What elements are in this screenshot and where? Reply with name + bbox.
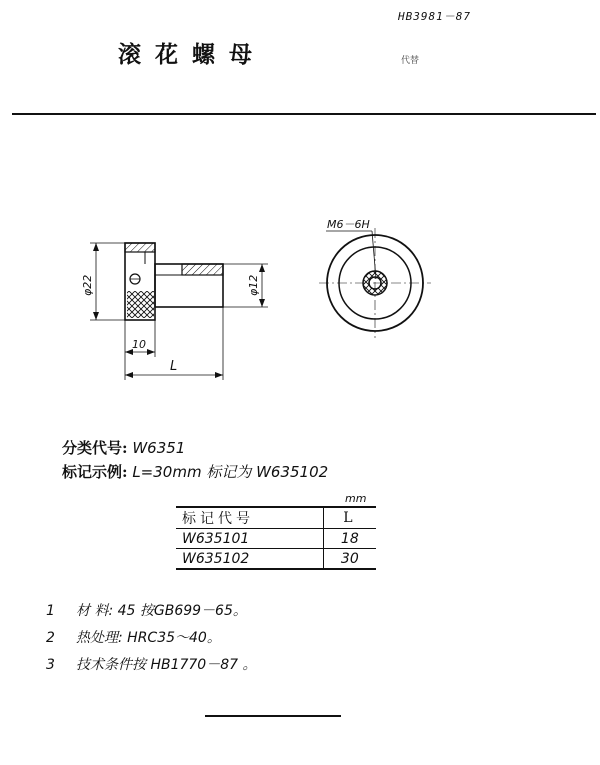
marking-example-line xyxy=(62,461,328,482)
dim-L: L xyxy=(170,359,178,374)
replaces-label: 代替 xyxy=(401,56,420,66)
dim-10: 10 xyxy=(132,338,146,351)
table-header-code: 标记代号 xyxy=(176,507,323,529)
class-code-line xyxy=(62,437,185,458)
marking-example-label: 标记示例: xyxy=(62,463,128,481)
standard-number: HB3981－87 xyxy=(398,10,471,23)
end-view xyxy=(319,218,431,338)
note-item xyxy=(46,600,256,627)
table-header-l: L xyxy=(323,507,376,529)
note-number: 3 xyxy=(46,657,55,673)
table-cell-code: W635101 xyxy=(176,529,323,549)
table-header-row xyxy=(176,507,376,529)
shank-section-hatch xyxy=(182,264,223,275)
head-section-hatch xyxy=(125,243,155,252)
class-code-value: W6351 xyxy=(132,439,186,457)
dim-phi22: φ22 xyxy=(81,274,94,296)
table-row xyxy=(176,549,376,570)
note-item xyxy=(46,654,256,681)
marking-example-value: L=30mm 标记为 W635102 xyxy=(132,463,329,481)
note-text: 热处理: HRC35～40。 xyxy=(76,630,221,646)
table-cell-l: 30 xyxy=(323,549,376,570)
note-text: 技术条件按 HB1770－87 。 xyxy=(76,657,257,673)
note-text: 材 料: 45 按GB699－65。 xyxy=(76,603,247,619)
knurl-pattern xyxy=(127,291,154,318)
marking-table xyxy=(176,506,376,570)
note-item xyxy=(46,627,256,654)
footer-rule xyxy=(205,715,341,717)
table-row xyxy=(176,529,376,549)
table-unit: mm xyxy=(345,492,367,505)
note-number: 2 xyxy=(46,630,55,646)
note-number: 1 xyxy=(46,603,55,619)
class-code-label: 分类代号: xyxy=(62,439,128,457)
dim-phi12: φ12 xyxy=(247,274,260,296)
table-cell-l: 18 xyxy=(323,529,376,549)
table-cell-code: W635102 xyxy=(176,549,323,570)
side-view xyxy=(81,243,268,380)
notes-list xyxy=(46,600,256,681)
thread-spec: M6－6H xyxy=(327,218,370,231)
page-title: 滚花螺母 xyxy=(118,41,266,68)
